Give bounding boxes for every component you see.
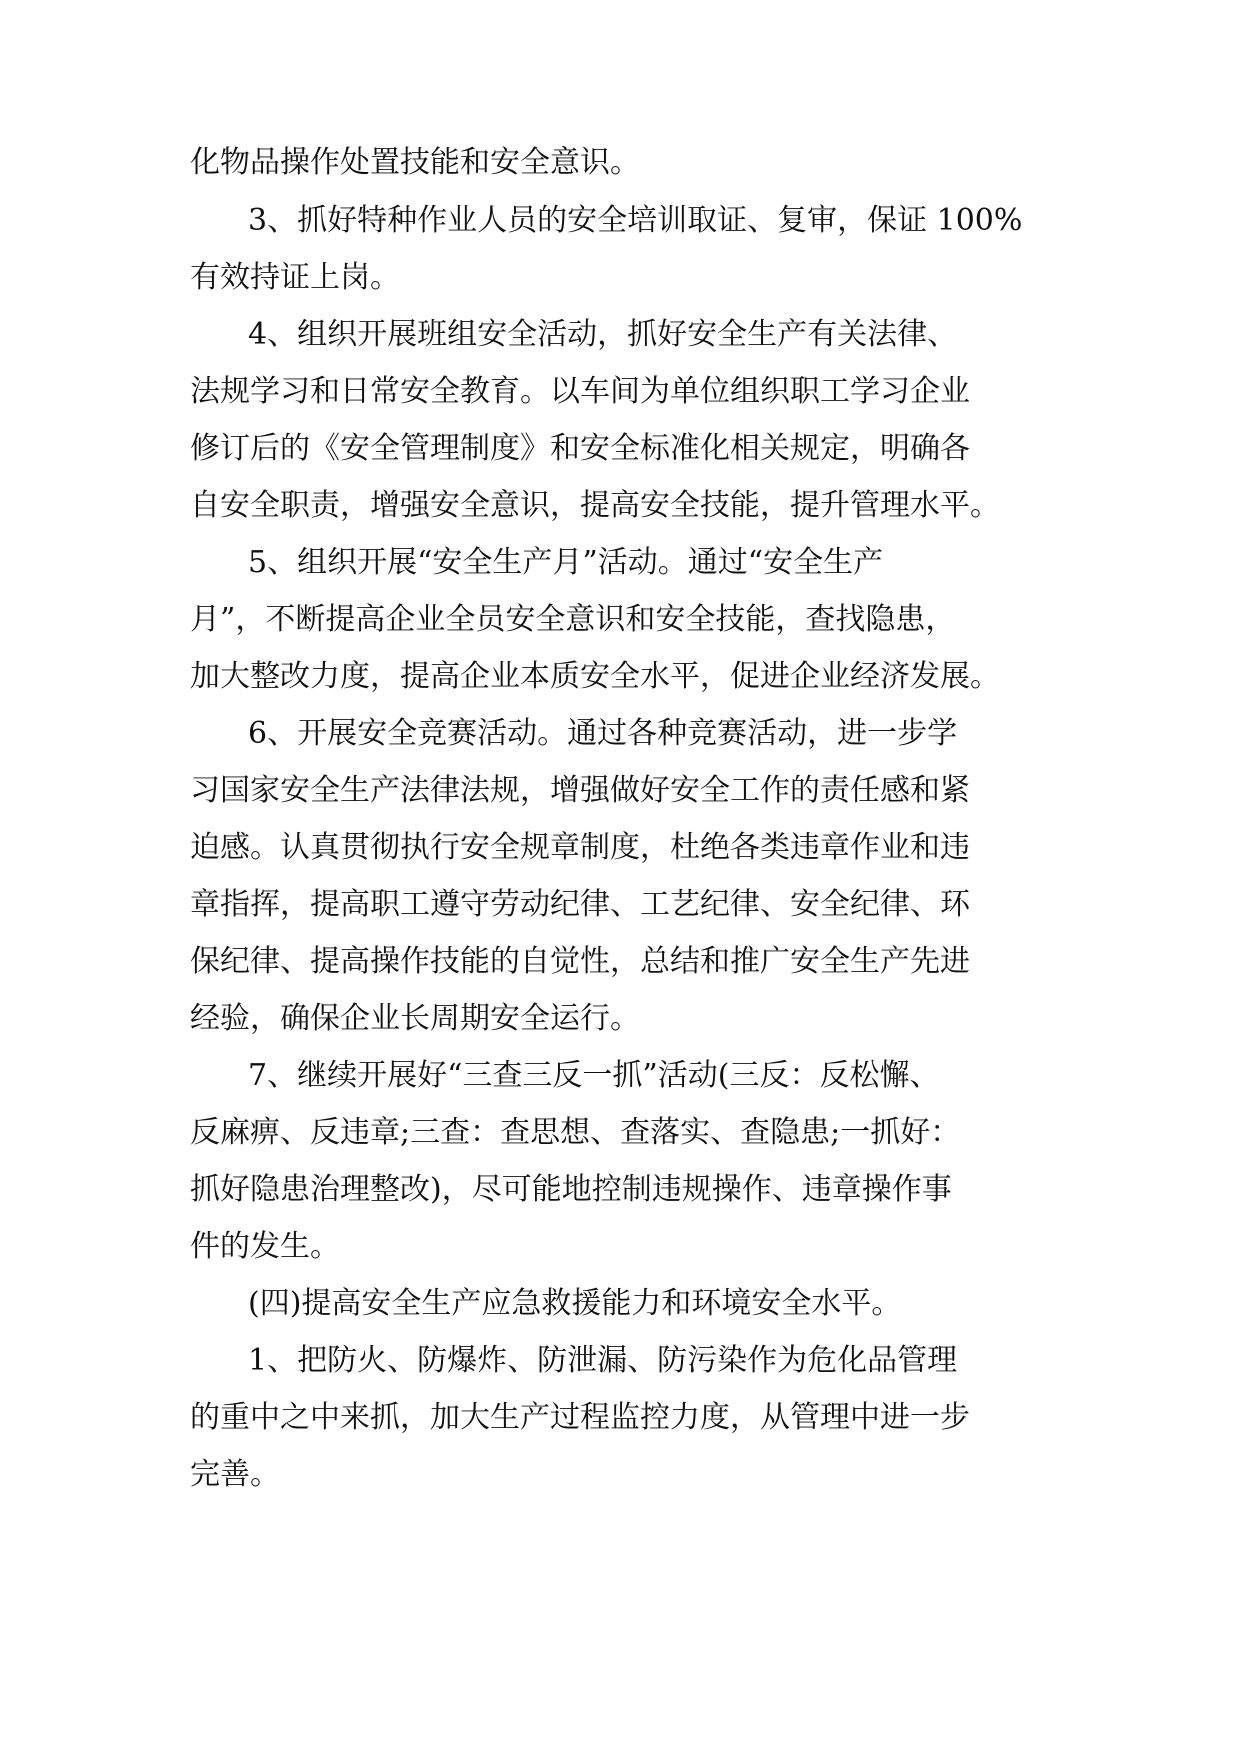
text-line-20: 件的发生。 bbox=[190, 1229, 340, 1264]
text-line-13: 迫感。认真贯彻执行安全规章制度，杜绝各类违章作业和违 bbox=[190, 830, 970, 865]
text-line-12: 习国家安全生产法律法规，增强做好安全工作的责任感和紧 bbox=[190, 773, 970, 808]
text-line-8: 5、组织开展“安全生产月”活动。通过“安全生产 bbox=[248, 545, 884, 580]
text-line-9: 月”，不断提高企业全员安全意识和安全技能，查找隐患， bbox=[190, 602, 956, 637]
text-line-17: 7、继续开展好“三查三反一抓”活动(三反：反松懈、 bbox=[248, 1058, 940, 1093]
text-line-4: 4、组织开展班组安全活动，抓好安全生产有关法律、 bbox=[248, 317, 958, 352]
text-line-24: 完善。 bbox=[190, 1457, 280, 1492]
text-line-15: 保纪律、提高操作技能的自觉性，总结和推广安全生产先进 bbox=[190, 944, 970, 979]
text-line-22: 1、把防火、防爆炸、防泄漏、防污染作为危化品管理 bbox=[248, 1343, 958, 1378]
text-line-23: 的重中之中来抓，加大生产过程监控力度，从管理中进一步 bbox=[190, 1400, 970, 1435]
text-line-18: 反麻痹、反违章;三查：查思想、查落实、查隐患;一抓好： bbox=[190, 1115, 961, 1150]
text-line-16: 经验，确保企业长周期安全运行。 bbox=[190, 1001, 640, 1036]
text-line-5: 法规学习和日常安全教育。以车间为单位组织职工学习企业 bbox=[190, 374, 970, 409]
text-line-2: 3、抓好特种作业人员的安全培训取证、复审，保证 100% bbox=[248, 203, 1023, 238]
text-line-7: 自安全职责，增强安全意识，提高安全技能，提升管理水平。 bbox=[190, 488, 1000, 523]
section-heading: (四)提高安全生产应急救援能力和环境安全水平。 bbox=[248, 1286, 902, 1321]
text-line-6: 修订后的《安全管理制度》和安全标准化相关规定，明确各 bbox=[190, 431, 970, 466]
text-line-11: 6、开展安全竞赛活动。通过各种竞赛活动，进一步学 bbox=[248, 716, 958, 751]
text-line-10: 加大整改力度，提高企业本质安全水平，促进企业经济发展。 bbox=[190, 659, 1000, 694]
text-line-1: 化物品操作处置技能和安全意识。 bbox=[190, 145, 640, 180]
text-line-14: 章指挥，提高职工遵守劳动纪律、工艺纪律、安全纪律、环 bbox=[190, 887, 970, 922]
text-line-3: 有效持证上岗。 bbox=[190, 260, 400, 295]
text-line-19: 抓好隐患治理整改)，尽可能地控制违规操作、违章操作事 bbox=[190, 1172, 952, 1207]
